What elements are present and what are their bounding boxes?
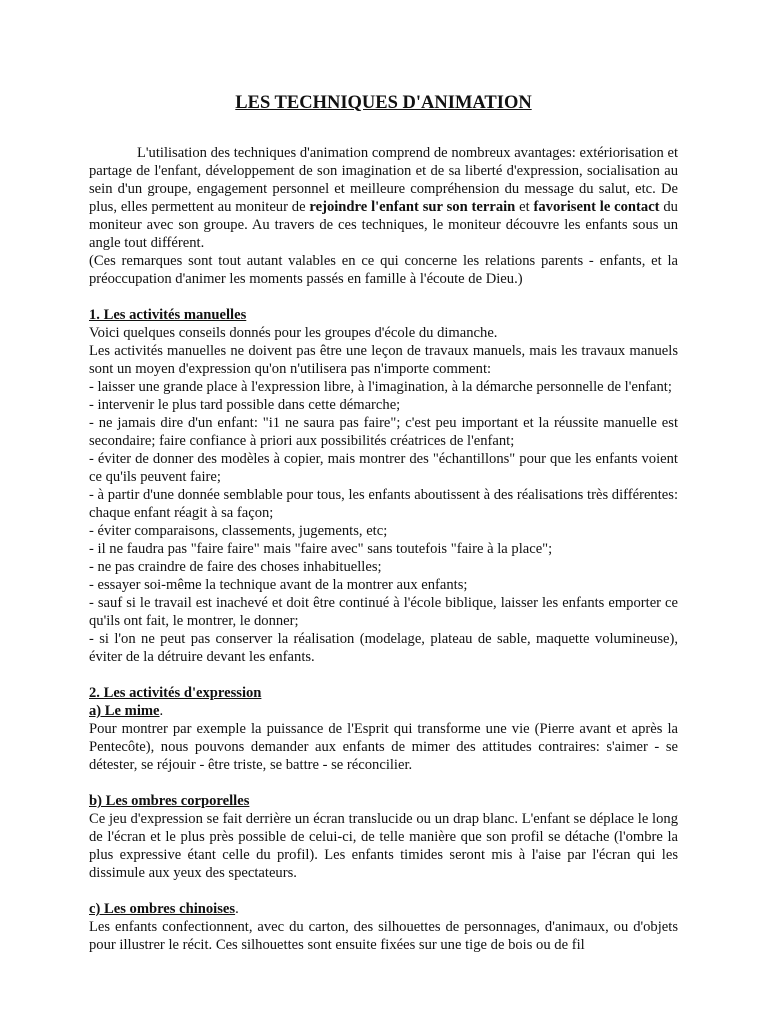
ombres-corporelles-heading: b) Les ombres corporelles [89, 793, 250, 809]
section1-line: - ne pas craindre de faire des choses inhabituelles; [89, 559, 382, 575]
ombres-chinoises-heading: c) Les ombres chinoises [89, 901, 236, 917]
intro-bold-1: rejoindre l'enfant sur son terrain [309, 199, 516, 215]
intro-text-3: du moniteur avec son groupe. Au travers de ces techniques, le moniteur découvre les enfants sous un angle tout différent. [89, 199, 678, 251]
intro-remark: (Ces remarques sont tout autant valables en ce qui concerne les relations parents - enfants, et la préoccupation d'animer les moments passés en famille à l'écoute de Dieu.) [89, 253, 678, 287]
mime-heading: a) Le mime [89, 703, 160, 719]
intro-paragraph [89, 144, 678, 252]
intro-text-2: et [515, 199, 534, 215]
section1-line: Voici quelques conseils donnés pour les groupes d'école du dimanche. [89, 325, 498, 341]
section1-line: - si l'on ne peut pas conserver la réalisation (modelage, plateau de sable, maquette volumineuse), éviter de la détruire devant les enfants. [89, 631, 678, 665]
section1-line: - à partir d'une donnée semblable pour tous, les enfants aboutissent à des réalisations très différentes: chaque enfant réagit à sa façon; [89, 487, 678, 521]
mime-text: Pour montrer par exemple la puissance de l'Esprit qui transforme une vie (Pierre avant et après la Pentecôte), nous pouvons demander aux enfants de mimer des attitudes contraires: s'aimer - se détester, se réjouir - être triste, se battre - se réconcilier. [89, 721, 678, 773]
section1-line: - il ne faudra pas "faire faire" mais "faire avec" sans toutefois "faire à la place"; [89, 541, 553, 557]
section1-line: - essayer soi-même la technique avant de la montrer aux enfants; [89, 577, 468, 593]
mime-heading-punct: . [159, 703, 164, 719]
ombres-chinoises-heading-line [89, 900, 678, 918]
section1-line: - ne jamais dire d'un enfant: "i1 ne saura pas faire"; c'est peu important et la réussite manuelle est secondaire; faire confiance à priori aux possibilités créatrices de l'enfant; [89, 415, 678, 449]
section2-heading: 2. Les activités d'expression [89, 685, 262, 701]
intro-text-1: L'utilisation des techniques d'animation comprend de nombreux avantages: extériorisation et partage de l'enfant, développement de son imagination et de sa liberté d'expression, socialisation au sein d'un groupe, engagement personnel et meilleure compréhension du message du salut, etc. De plus, elles permettent au moniteur de [89, 145, 678, 215]
ombres-corporelles-text: Ce jeu d'expression se fait derrière un écran translucide ou un drap blanc. L'enfant se déplace le long de l'écran et le plus près possible de celui-ci, de telle manière que son profil se détache (l'ombre la plus expressive étant celle du profil). Les enfants timides seront mis à l'aise par l'écran qui les dissimule aux yeux des spectateurs. [89, 811, 678, 881]
section1-line: - éviter comparaisons, classements, jugements, etc; [89, 523, 388, 539]
mime-heading-line [89, 702, 678, 720]
ombres-chinoises-text: Les enfants confectionnent, avec du carton, des silhouettes de personnages, d'animaux, ou d'objets pour illustrer le récit. Ces silhouettes sont ensuite fixées sur une tige de bois ou de fil [89, 919, 678, 953]
section1-line: Les activités manuelles ne doivent pas être une leçon de travaux manuels, mais les travaux manuels sont un moyen d'expression qu'on n'utilisera pas n'importe comment: [89, 343, 678, 377]
section1-line: - sauf si le travail est inachevé et doit être continué à l'école biblique, laisser les enfants emporter ce qu'ils ont fait, le montrer, le donner; [89, 595, 678, 629]
section1-heading: 1. Les activités manuelles [89, 307, 247, 323]
page-title: LES TECHNIQUES D'ANIMATION [235, 93, 532, 113]
section1-line: - laisser une grande place à l'expression libre, à l'imagination, à la démarche personnelle de l'enfant; [89, 379, 672, 395]
ombres-chinoises-punct: . [235, 901, 239, 917]
section1-line: - intervenir le plus tard possible dans cette démarche; [89, 397, 401, 413]
section1-line: - éviter de donner des modèles à copier, mais montrer des "échantillons" pour que les enfants voient ce qu'ils peuvent faire; [89, 451, 678, 485]
intro-bold-2: favorisent le contact [533, 199, 660, 215]
